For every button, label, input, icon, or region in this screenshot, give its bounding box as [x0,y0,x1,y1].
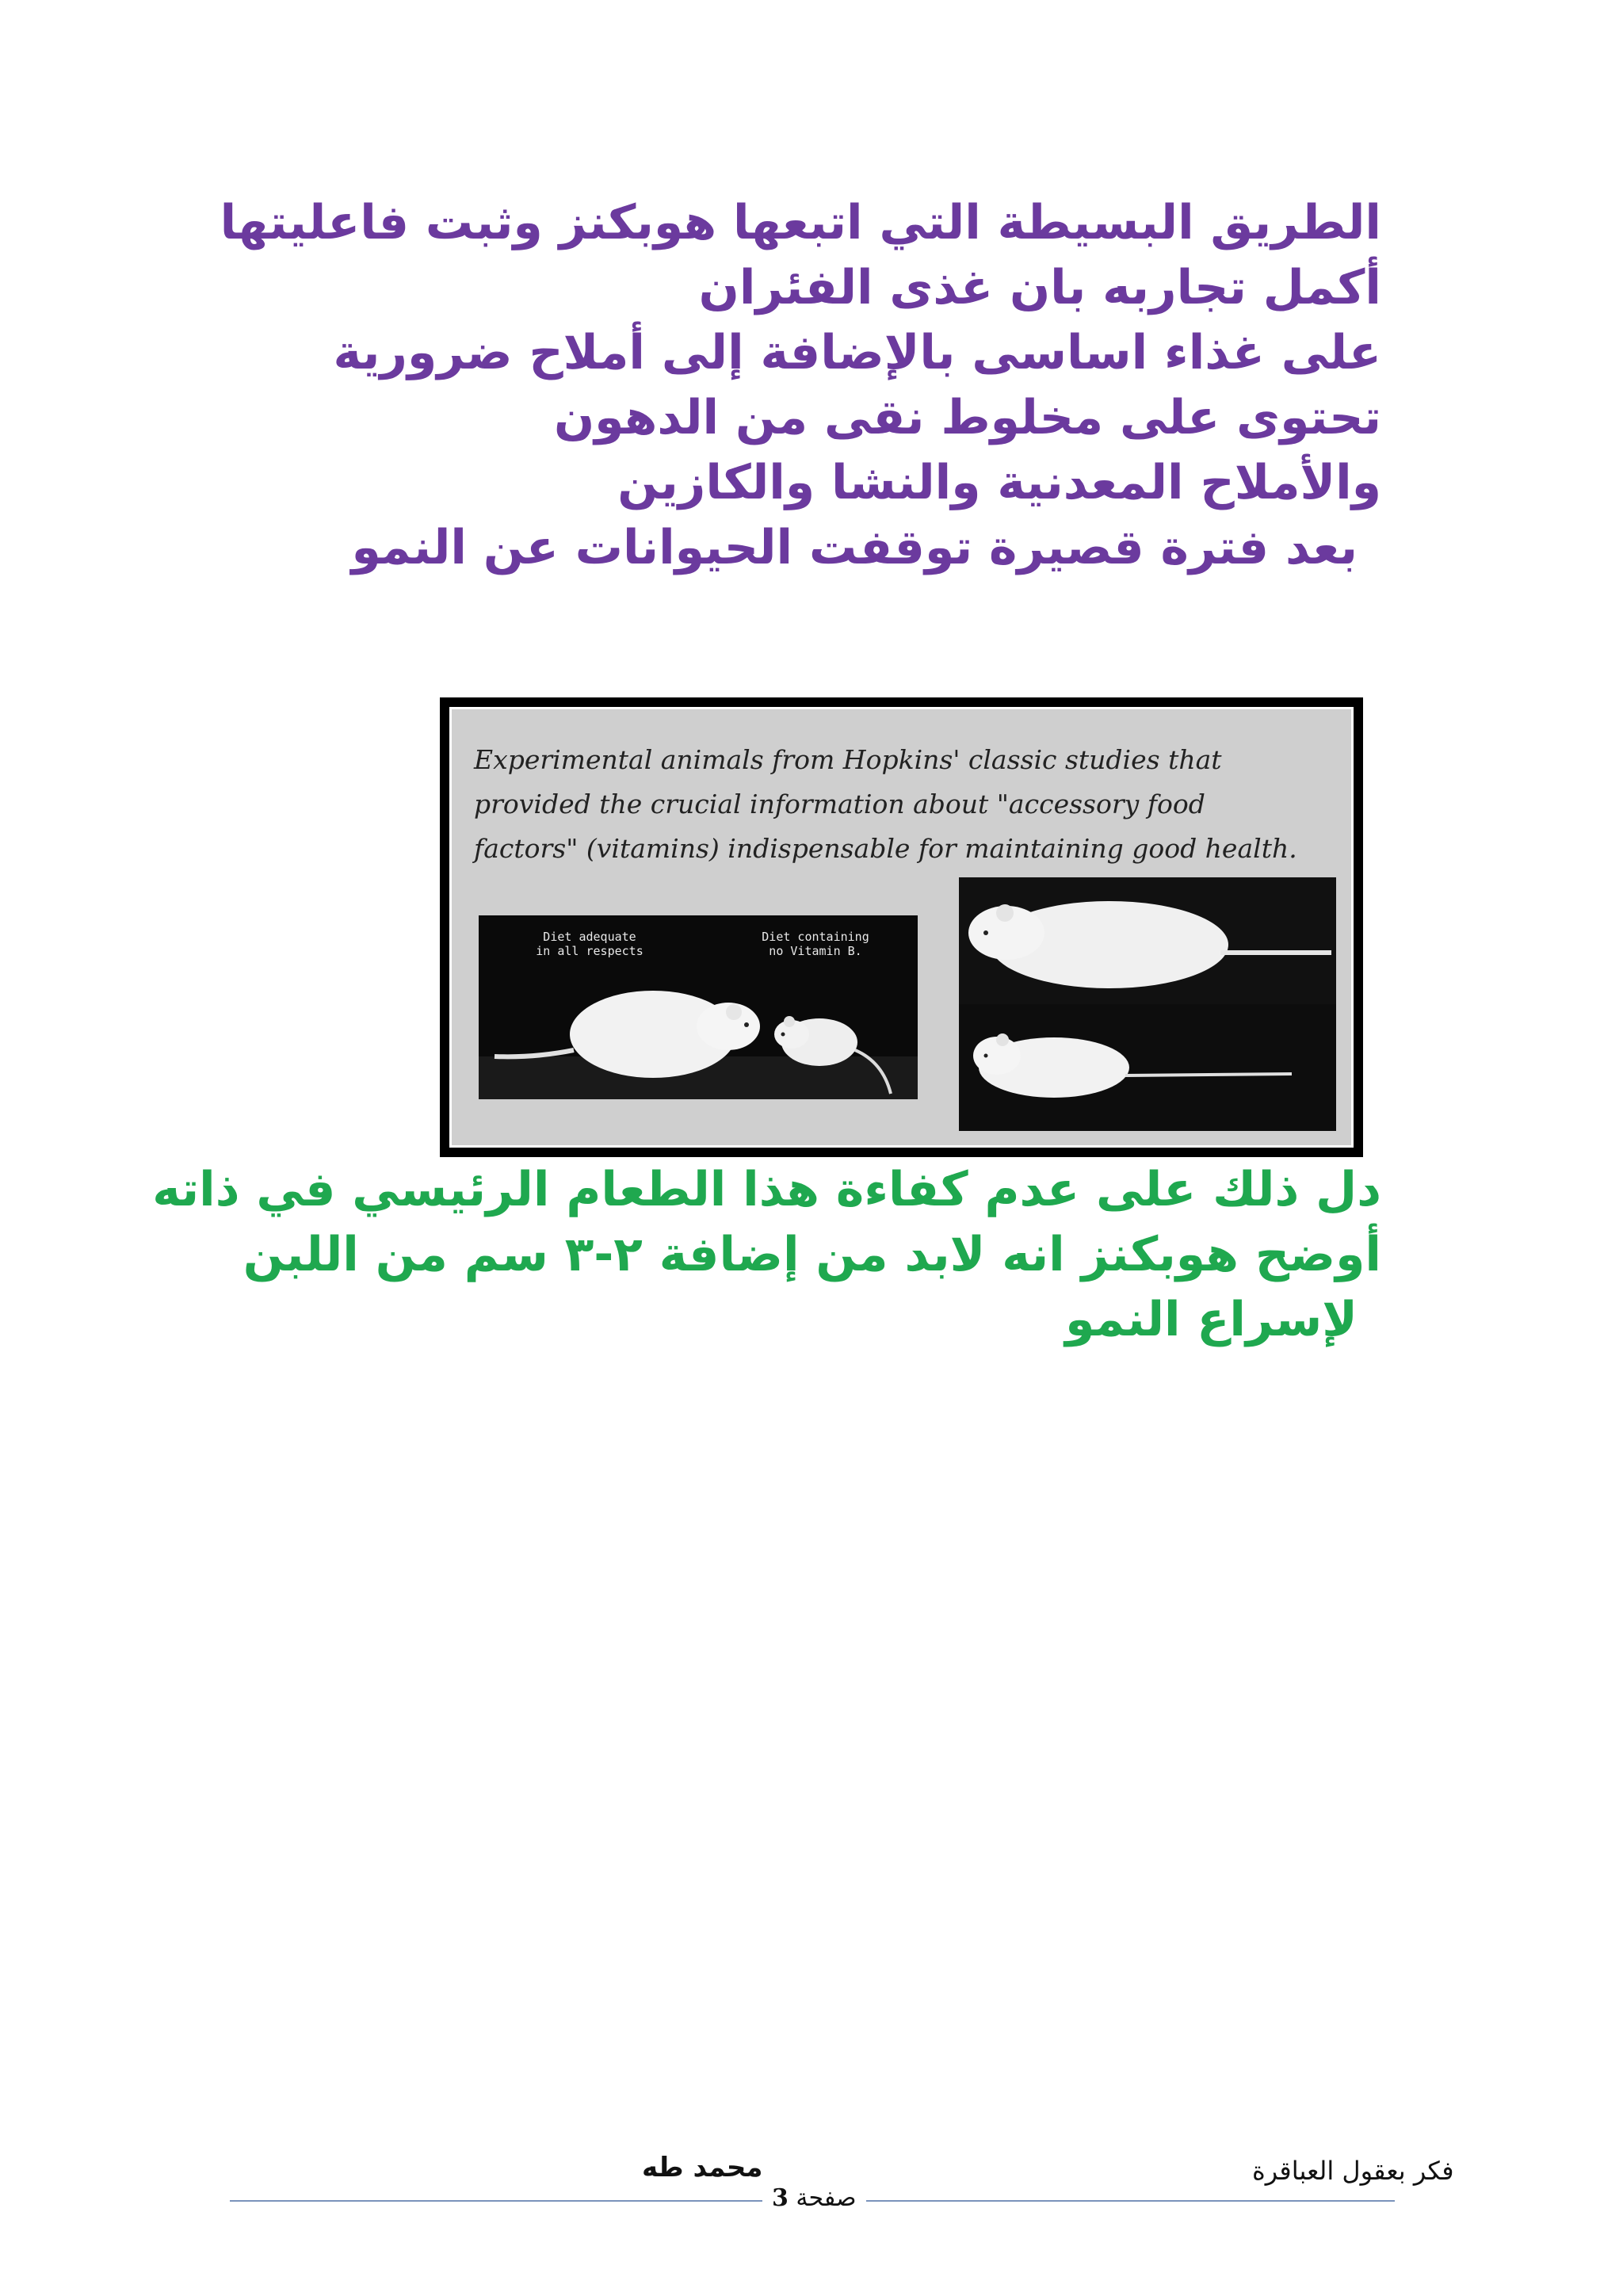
intro-line: على غذاء اساسى بالإضافة إلى أملاح ضرورية [333,325,1381,380]
caption-line: provided the crucial information about "accessory food [474,789,1205,819]
intro-line: الطريق البسيطة التي اتبعها هوبكنز وثبت فاعليتها [220,195,1381,250]
intro-line: تحتوى على مخلوط نقى من الدهون [553,390,1381,445]
intro-line: والأملاح المعدنية والنشا والكازين [617,455,1381,510]
intro-line: بعد فترة قصيرة توقفت الحيوانات عن النمو [351,520,1358,575]
page-number: 3 [772,2184,789,2212]
label-no-vitamin-diet: Diet containing no Vitamin B. [762,930,869,958]
footer-author: محمد طه [642,2152,763,2183]
caption-line: factors" (vitamins) indispensable for maintaining good health. [474,833,1297,864]
label-adequate-diet: Diet adequate in all respects [536,930,643,958]
caption-line: Experimental animals from Hopkins' classic studies that [474,744,1222,775]
rats-illustration [479,915,918,1099]
intro-line: أكمل تجاربه بان غذى الفئران [698,260,1381,315]
figure-caption [474,738,1306,871]
conclusion-paragraph [152,1157,1381,1352]
conclusion-line: لإسراع النمو [1065,1292,1358,1347]
conclusion-line: أوضح هوبكنز انه لابد من إضافة ٢-٣ سم من اللبن [242,1227,1381,1282]
page-word: صفحة [796,2184,857,2212]
figure-panel [449,707,1354,1148]
conclusion-line: دل ذلك على عدم كفاءة هذا الطعام الرئيسي في ذاته [152,1162,1381,1217]
hopkins-figure [440,697,1363,1157]
rat-side-photo [959,877,1336,1131]
page-number-label [762,2184,866,2212]
rats-side-illustration [959,877,1336,1131]
rat-comparison-photo [479,915,918,1099]
footer-book-title: فكر بعقول العباقرة [1252,2156,1454,2186]
intro-paragraph [220,190,1381,580]
